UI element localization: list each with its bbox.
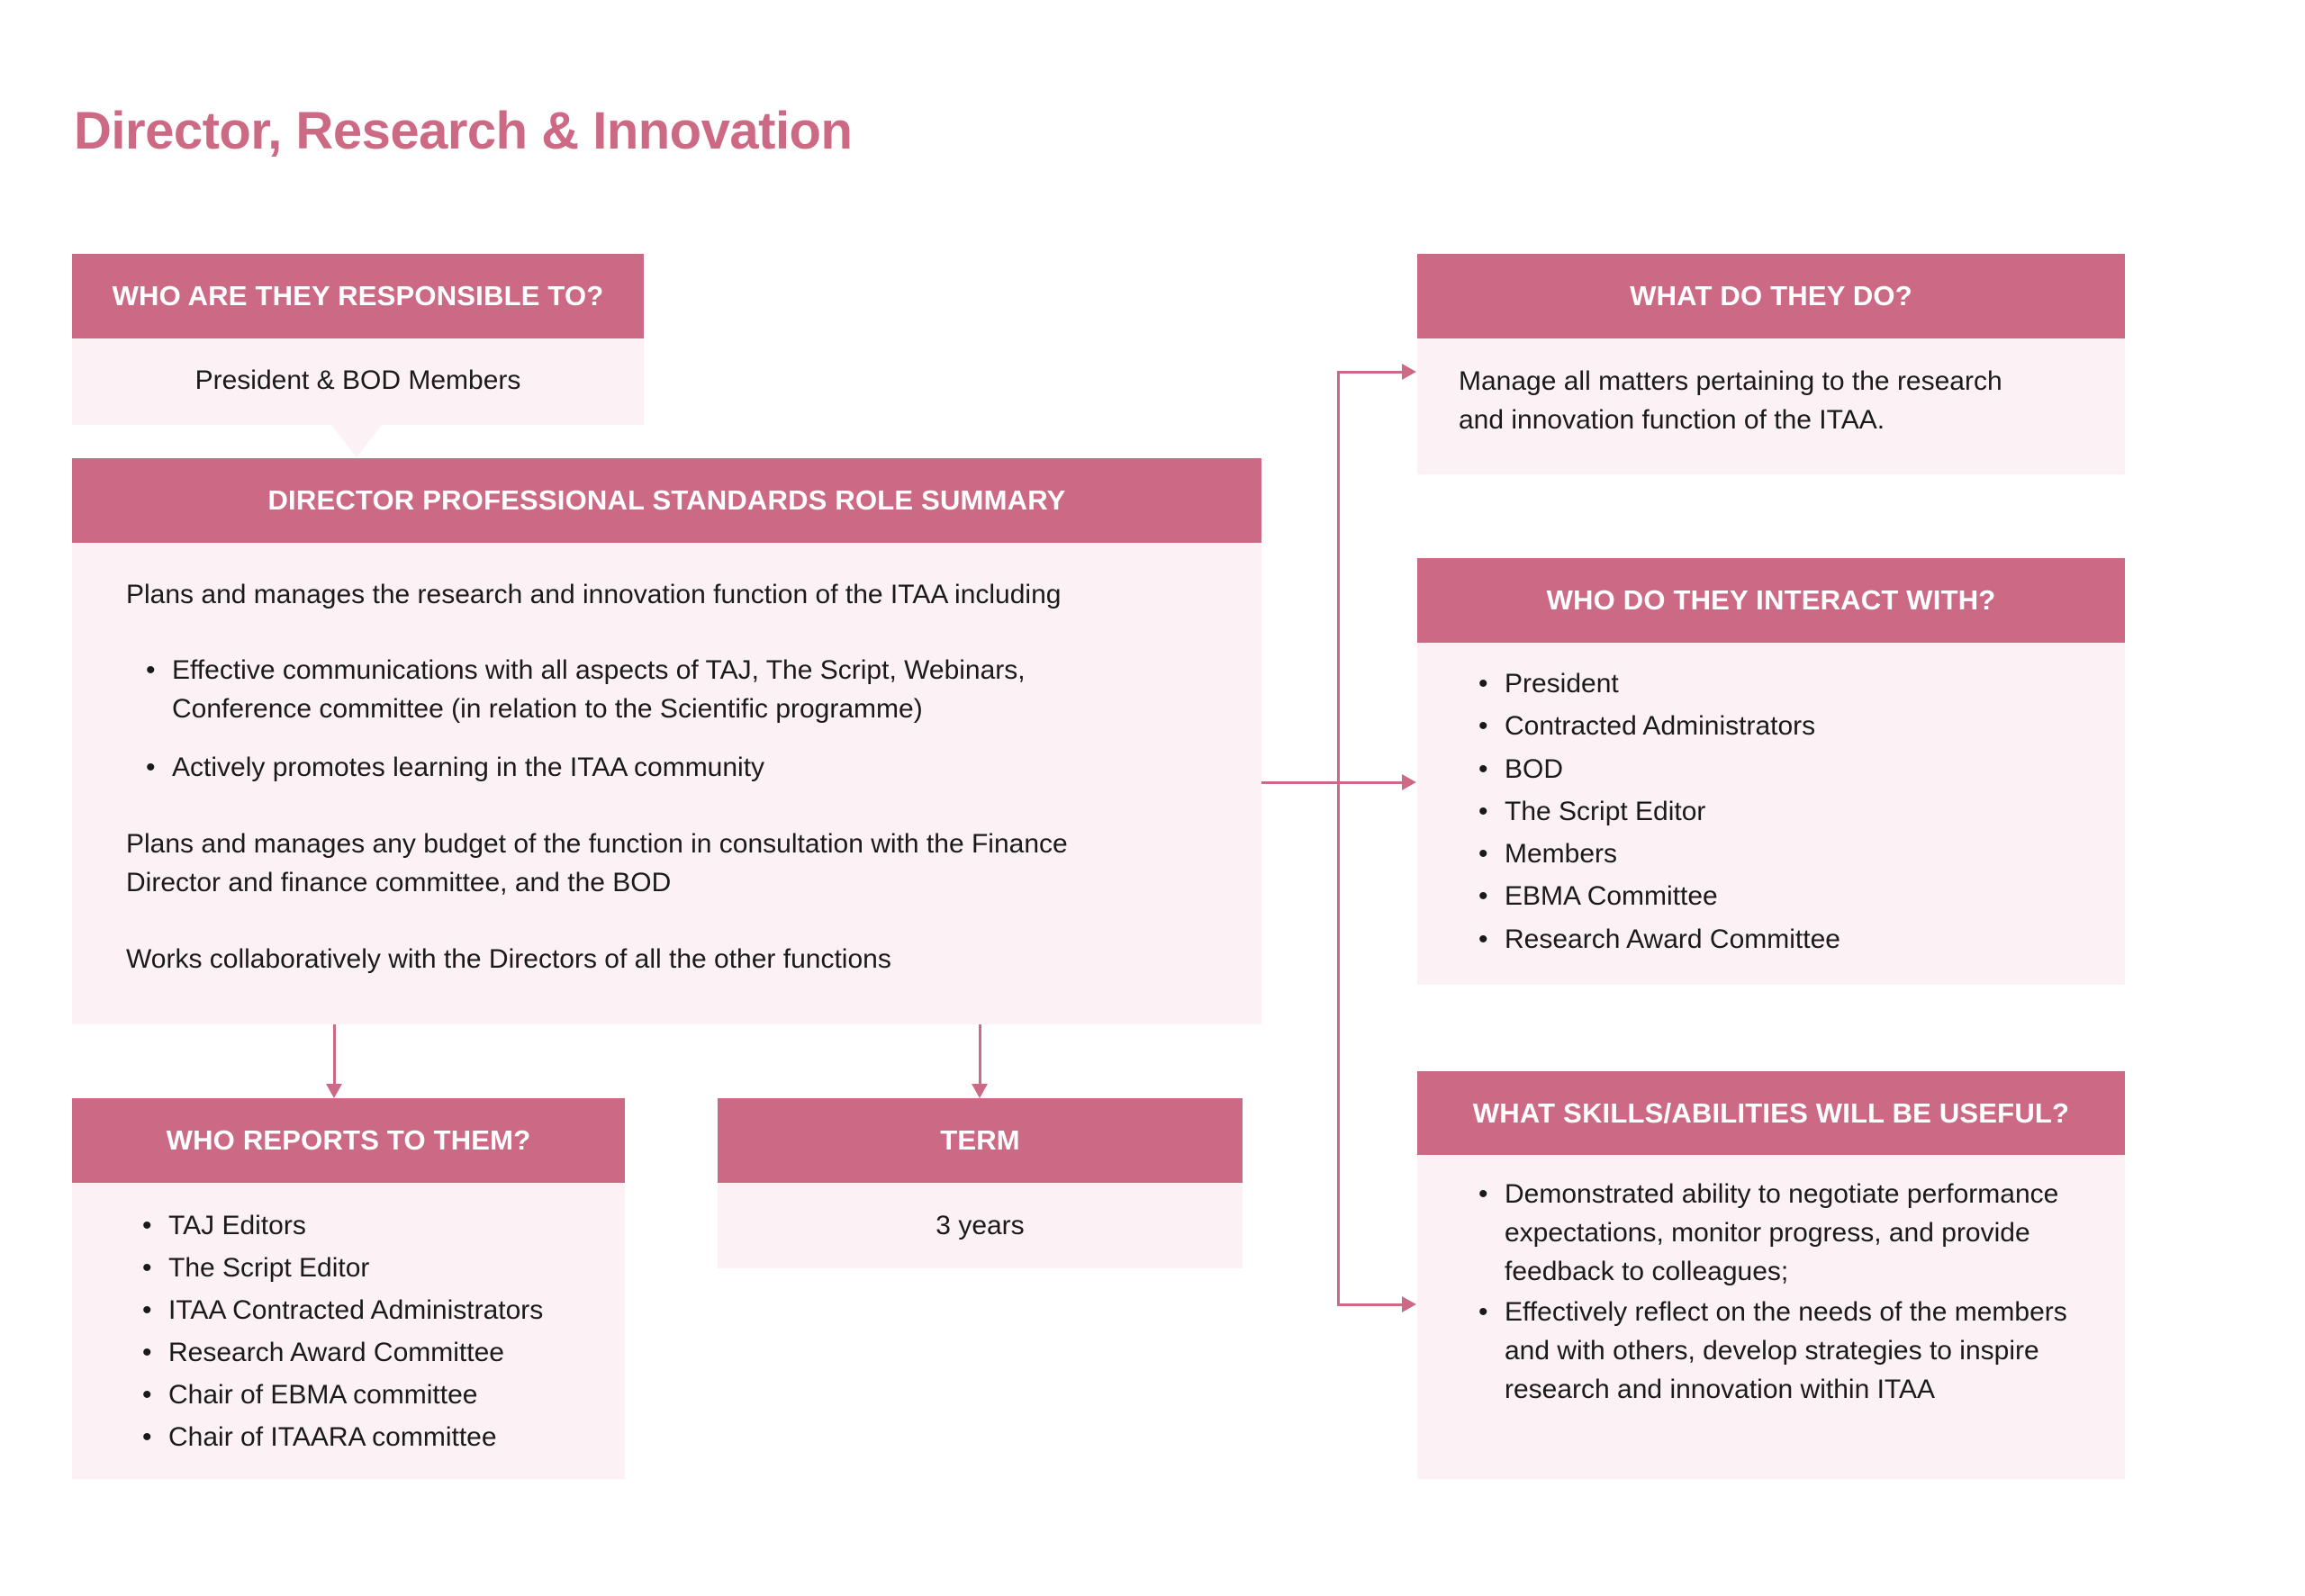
reports-body — [72, 1183, 625, 1479]
skills-list — [1478, 1175, 2098, 1409]
interact-item: • EBMA Committee — [1478, 875, 2125, 917]
reports-item: • Research Award Committee — [142, 1331, 625, 1374]
callout-pointer — [331, 425, 382, 457]
interact-item: • Research Award Committee — [1478, 918, 2125, 960]
role-summary-card — [72, 458, 1261, 1024]
connector-to-skills — [1337, 1303, 1403, 1306]
skills-body — [1417, 1155, 2125, 1479]
reports-item: • ITAA Contracted Administrators — [142, 1289, 625, 1331]
arrow-right-icon — [1402, 364, 1416, 380]
responsible-to-header: WHO ARE THEY RESPONSIBLE TO? — [72, 254, 644, 338]
interact-item: • Members — [1478, 833, 2125, 875]
role-summary-intro: Plans and manages the research and innovation function of the ITAA including — [126, 580, 1062, 609]
skills-item: • Demonstrated ability to negotiate performance expectations, monitor progress, and provide feedback to colleagues; — [1478, 1175, 2081, 1291]
connector-to-reports — [333, 1024, 336, 1086]
reports-list — [142, 1204, 625, 1458]
arrow-down-icon — [326, 1084, 342, 1098]
role-summary-header: DIRECTOR PROFESSIONAL STANDARDS ROLE SUMMARY — [72, 458, 1261, 543]
role-summary-collaboration: Works collaboratively with the Directors of all the other functions — [126, 944, 891, 974]
reports-header: WHO REPORTS TO THEM? — [72, 1098, 625, 1183]
role-summary-bullet: • Effective communications with all aspects of TAJ, The Script, Webinars, Conference committee (in relation to the Scientific programme) — [146, 651, 1090, 728]
skills-item: • Effectively reflect on the needs of the members and with others, develop strategies to inspire research and innovation within ITAA — [1478, 1293, 2081, 1409]
term-header: TERM — [718, 1098, 1243, 1183]
page-title: Director, Research & Innovation — [74, 102, 853, 160]
interact-item: • BOD — [1478, 748, 2125, 790]
connector-horizontal — [1261, 781, 1403, 784]
role-summary-budget: Plans and manages any budget of the function in consultation with the Finance Director and finance committee, and the BOD — [126, 829, 1068, 897]
term-card — [718, 1098, 1243, 1268]
arrow-down-icon — [972, 1084, 988, 1098]
connector-vertical — [1337, 371, 1340, 1305]
reports-item: • Chair of EBMA committee — [142, 1374, 625, 1416]
interact-body — [1417, 643, 2125, 985]
skills-card — [1417, 1071, 2125, 1479]
reports-item: • The Script Editor — [142, 1247, 625, 1289]
what-do-card — [1417, 254, 2125, 474]
connector-to-what-do — [1337, 371, 1403, 374]
arrow-right-icon — [1402, 1296, 1416, 1312]
responsible-to-card — [72, 254, 644, 425]
role-summary-bullet: • Actively promotes learning in the ITAA community — [146, 748, 1207, 787]
reports-item: • Chair of ITAARA committee — [142, 1416, 625, 1458]
arrow-right-icon — [1402, 774, 1416, 790]
interact-item: • Contracted Administrators — [1478, 705, 2125, 747]
term-value: 3 years — [936, 1210, 1025, 1240]
what-do-text: Manage all matters pertaining to the research and innovation function of the ITAA. — [1459, 366, 2002, 435]
connector-to-term — [979, 1024, 981, 1086]
responsible-to-body — [72, 338, 644, 425]
role-summary-bullets — [126, 651, 1207, 787]
role-summary-body — [72, 543, 1261, 1024]
reports-card — [72, 1098, 625, 1479]
skills-header: WHAT SKILLS/ABILITIES WILL BE USEFUL? — [1417, 1071, 2125, 1155]
what-do-header: WHAT DO THEY DO? — [1417, 254, 2125, 338]
interact-card — [1417, 558, 2125, 985]
interact-item: • The Script Editor — [1478, 790, 2125, 833]
reports-item: • TAJ Editors — [142, 1204, 625, 1247]
responsible-to-value: President & BOD Members — [194, 365, 521, 395]
interact-header: WHO DO THEY INTERACT WITH? — [1417, 558, 2125, 643]
what-do-body — [1417, 338, 2125, 474]
interact-list — [1478, 663, 2125, 960]
interact-item: • President — [1478, 663, 2125, 705]
term-body — [718, 1183, 1243, 1268]
